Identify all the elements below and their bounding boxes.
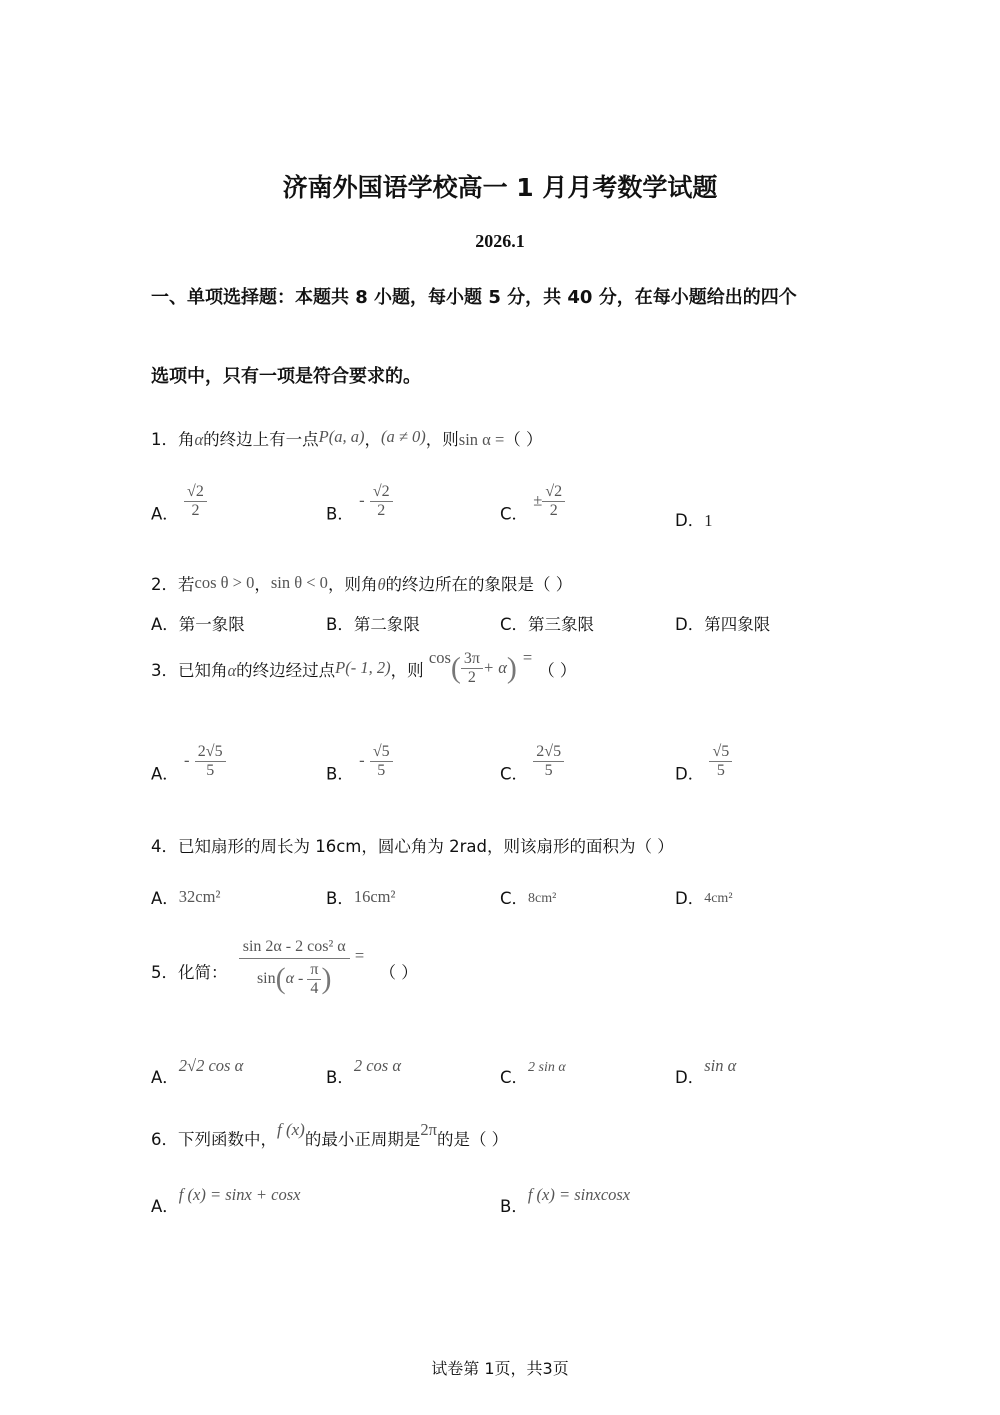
q5-a-value: 2√2 cos α [178, 1056, 244, 1075]
q3-text2: ，则 [390, 661, 424, 680]
q1-b-label: B． [326, 504, 354, 524]
q6-b-value: f (x) = sinxcosx [527, 1185, 631, 1204]
q6-function: f (x) [277, 1120, 305, 1139]
q1-expression: sin α = [458, 430, 505, 449]
q1-a-fraction: $\frac{√2}{2}$ [184, 483, 207, 519]
page-footer: 试卷第 1页，共3页 [431, 1359, 569, 1378]
q3-equals: = [522, 648, 533, 667]
q4-b-label: B． [326, 889, 354, 908]
q2-comma: ， [254, 575, 271, 594]
q4-c-label: C． [500, 889, 529, 908]
q3-option-b[interactable] [326, 743, 393, 785]
q2-text2: 的终边所在的象限是（ ） [385, 575, 573, 594]
q3-a-sign: - [184, 750, 190, 770]
q2-option-c[interactable]: C．第三象限 [500, 615, 595, 634]
question-2 [151, 571, 572, 595]
q1-d-label: D． [675, 511, 705, 530]
q1-bracket: （ ） [504, 430, 543, 449]
q5-numerator: sin 2α - 2 cos² α [239, 938, 350, 959]
q3-b-sign: - [359, 750, 365, 770]
q4-a-label: A． [151, 889, 179, 908]
q1-option-b[interactable] [326, 483, 393, 525]
q3-number: 3．已知角 [151, 661, 228, 680]
question-1 [151, 426, 543, 450]
q4-a-value: 32cm² [178, 887, 221, 906]
q1-option-c[interactable] [500, 483, 565, 525]
q6-a-value: f (x) = sinx + cosx [178, 1185, 301, 1204]
q1-a-label: A． [151, 504, 179, 524]
q1-c-sign: ± [533, 490, 543, 510]
q5-option-b[interactable] [326, 1056, 401, 1088]
q3-cos: cos [428, 648, 451, 667]
q1-comma: ， [364, 430, 381, 449]
q4-option-c[interactable] [500, 885, 556, 909]
q1-option-d[interactable] [675, 507, 712, 531]
q5-option-a[interactable] [151, 1056, 243, 1088]
q3-bracket: （ ） [538, 661, 577, 680]
q1-text2: ，则 [425, 430, 459, 449]
q2-number: 2．若 [151, 575, 195, 594]
q5-a-label: A． [151, 1068, 179, 1087]
q6-number: 6．下列函数中， [151, 1130, 277, 1149]
q5-denominator: sin(α - $\frac{\pi}{4}$ ) [256, 961, 332, 997]
q1-text1: 的终边上有一点 [203, 430, 319, 449]
q4-option-a[interactable] [151, 885, 220, 909]
q5-c-label: C． [500, 1068, 529, 1087]
q3-text1: 的终边经过点 [236, 661, 336, 680]
q3-b-fraction: $\frac{√5}{5}$ [370, 743, 393, 779]
q2-option-d[interactable]: D．第四象限 [675, 615, 771, 634]
question-6 [151, 1120, 508, 1150]
q3-alpha: α [227, 661, 237, 680]
q2-option-b[interactable]: B．第二象限 [326, 615, 420, 634]
q2-option-a[interactable]: A．第一象限 [151, 615, 245, 634]
q1-c-fraction: $\frac{√2}{2}$ [542, 483, 565, 519]
q5-c-value: 2 sin α [528, 1060, 566, 1075]
q6-option-a[interactable] [151, 1185, 300, 1217]
q1-point: P(a, a) [318, 427, 365, 446]
q4-b-value: 16cm² [353, 887, 396, 906]
exam-date: 2026.1 [475, 231, 525, 251]
q4-option-d[interactable] [675, 885, 733, 909]
q5-bracket: （ ） [379, 963, 418, 982]
q3-c-fraction: $\frac{2√5}{5}$ [533, 743, 564, 779]
q3-option-c[interactable] [500, 743, 564, 785]
q2-condition-cos: cos θ > 0 [194, 573, 255, 592]
q4-d-value: 4cm² [704, 891, 733, 906]
q3-d-fraction: $\frac{√5}{5}$ [709, 743, 732, 779]
question-3: 3．已知角α的终边经过点P(- 1, 2)，则 cos( $\frac{3\pi}{2}$ + α) =（ ） [151, 648, 577, 686]
question-4: 4．已知扇形的周长为 16cm，圆心角为 2rad，则该扇形的面积为（ ） [151, 837, 674, 856]
q6-a-label: A． [151, 1197, 179, 1216]
q4-option-b[interactable] [326, 885, 395, 909]
q1-condition: (a ≠ 0) [381, 427, 426, 446]
q3-fraction: $\frac{3\pi}{2}$ [461, 650, 483, 686]
q3-plus-alpha: + α [482, 658, 507, 677]
q1-b-sign: - [359, 490, 365, 510]
q3-a-label: A． [151, 764, 179, 784]
q3-d-label: D． [675, 764, 705, 784]
q6-option-b[interactable] [500, 1185, 630, 1217]
q1-option-a[interactable] [151, 483, 207, 525]
q3-c-label: C． [500, 764, 529, 784]
q3-b-label: B． [326, 764, 354, 784]
q6-text1: 的最小正周期是 [304, 1130, 421, 1149]
q5-b-label: B． [326, 1068, 354, 1087]
q1-d-value: 1 [704, 511, 713, 530]
exam-title: 济南外国语学校高一 1 月月考数学试题 [282, 173, 718, 202]
q3-a-fraction: $\frac{2√5}{5}$ [195, 743, 226, 779]
q5-option-c[interactable] [500, 1056, 566, 1088]
question-5 [151, 938, 418, 997]
q2-condition-sin: sin θ < 0 [270, 573, 328, 592]
q4-c-value: 8cm² [528, 891, 557, 906]
q1-b-fraction: $\frac{√2}{2}$ [370, 483, 393, 519]
section-heading-line2: 选项中，只有一项是符合要求的。 [151, 366, 421, 387]
q2-text1: ，则角 [327, 575, 378, 594]
q6-text2: 的是（ ） [436, 1130, 509, 1149]
q1-number: 1．角 [151, 430, 195, 449]
q3-option-d[interactable] [675, 743, 732, 785]
q5-d-label: D． [675, 1068, 705, 1087]
q3-point: P(- 1, 2) [335, 658, 391, 677]
q5-d-value: sin α [704, 1056, 737, 1075]
q6-period: 2π [420, 1120, 437, 1139]
q2-theta: θ [377, 575, 386, 594]
q4-d-label: D． [675, 889, 705, 908]
q1-alpha: α [194, 430, 204, 449]
q1-c-label: C． [500, 504, 529, 524]
section-heading-line1: 一、单项选择题：本题共 8 小题，每小题 5 分，共 40 分，在每小题给出的四个 [151, 287, 797, 308]
q5-option-d[interactable] [675, 1056, 736, 1088]
q5-equals: = [354, 946, 365, 965]
q5-number: 5．化简： [151, 963, 228, 982]
q6-b-label: B． [500, 1197, 528, 1216]
q5-fraction [239, 938, 350, 997]
q5-b-value: 2 cos α [353, 1056, 401, 1075]
q3-option-a[interactable] [151, 743, 226, 785]
